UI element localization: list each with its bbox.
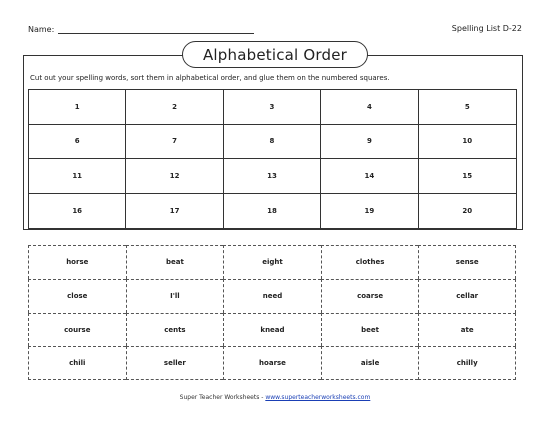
numbered-square: 5 [419, 90, 516, 125]
numbered-square: 19 [321, 194, 418, 229]
word-cutout[interactable]: coarse [321, 279, 419, 313]
name-blank-line[interactable] [58, 24, 254, 34]
numbered-squares-grid [28, 89, 517, 229]
numbered-square: 18 [224, 194, 321, 229]
word-cutout[interactable]: chili [28, 346, 126, 380]
word-cutout[interactable]: sense [418, 245, 516, 279]
numbered-square: 9 [321, 125, 418, 160]
word-cutout[interactable]: course [28, 313, 126, 347]
numbered-square: 2 [126, 90, 223, 125]
word-cutout[interactable]: cents [126, 313, 224, 347]
numbered-square: 7 [126, 125, 223, 160]
word-cutout[interactable]: hoarse [223, 346, 321, 380]
word-cutout[interactable]: clothes [321, 245, 419, 279]
name-field [28, 24, 254, 34]
numbered-square: 20 [462, 206, 473, 215]
word-cutout[interactable]: horse [28, 245, 126, 279]
page-title: Alphabetical Order [182, 41, 368, 68]
numbered-square: 10 [419, 125, 516, 160]
word-cutouts-grid [28, 245, 516, 380]
numbered-square: 1 [29, 90, 126, 125]
footer-text: Super Teacher Worksheets - [179, 394, 266, 401]
footer-link[interactable]: www.superteacherworksheets.com [265, 394, 371, 401]
word-cutout[interactable]: chilly [418, 346, 516, 380]
numbered-square: 3 [224, 90, 321, 125]
word-cutout[interactable]: eight [223, 245, 321, 279]
numbered-square: 16 [29, 194, 126, 229]
word-cutout[interactable]: I'll [126, 279, 224, 313]
word-cutout[interactable]: ate [418, 313, 516, 347]
footer [0, 394, 550, 401]
name-label: Name: [28, 25, 55, 34]
numbered-square: 11 [29, 159, 126, 194]
word-cutout[interactable]: beet [321, 313, 419, 347]
spelling-list-label: Spelling List D-22 [451, 24, 522, 33]
word-cutout[interactable]: beat [126, 245, 224, 279]
numbered-square: 14 [321, 159, 418, 194]
numbered-square: 13 [224, 159, 321, 194]
word-cutout[interactable]: cellar [418, 279, 516, 313]
numbered-square: 17 [126, 194, 223, 229]
numbered-square: 8 [224, 125, 321, 160]
word-cutout[interactable]: seller [126, 346, 224, 380]
numbered-square: 12 [126, 159, 223, 194]
instructions: Cut out your spelling words, sort them in alphabetical order, and glue them on the numbered squares. [30, 74, 390, 82]
numbered-square: 6 [29, 125, 126, 160]
word-cutout[interactable]: close [28, 279, 126, 313]
word-cutout[interactable]: knead [223, 313, 321, 347]
numbered-square: 15 [419, 159, 516, 194]
word-cutout[interactable]: aisle [321, 346, 419, 380]
word-cutout[interactable]: need [223, 279, 321, 313]
numbered-square: 4 [321, 90, 418, 125]
